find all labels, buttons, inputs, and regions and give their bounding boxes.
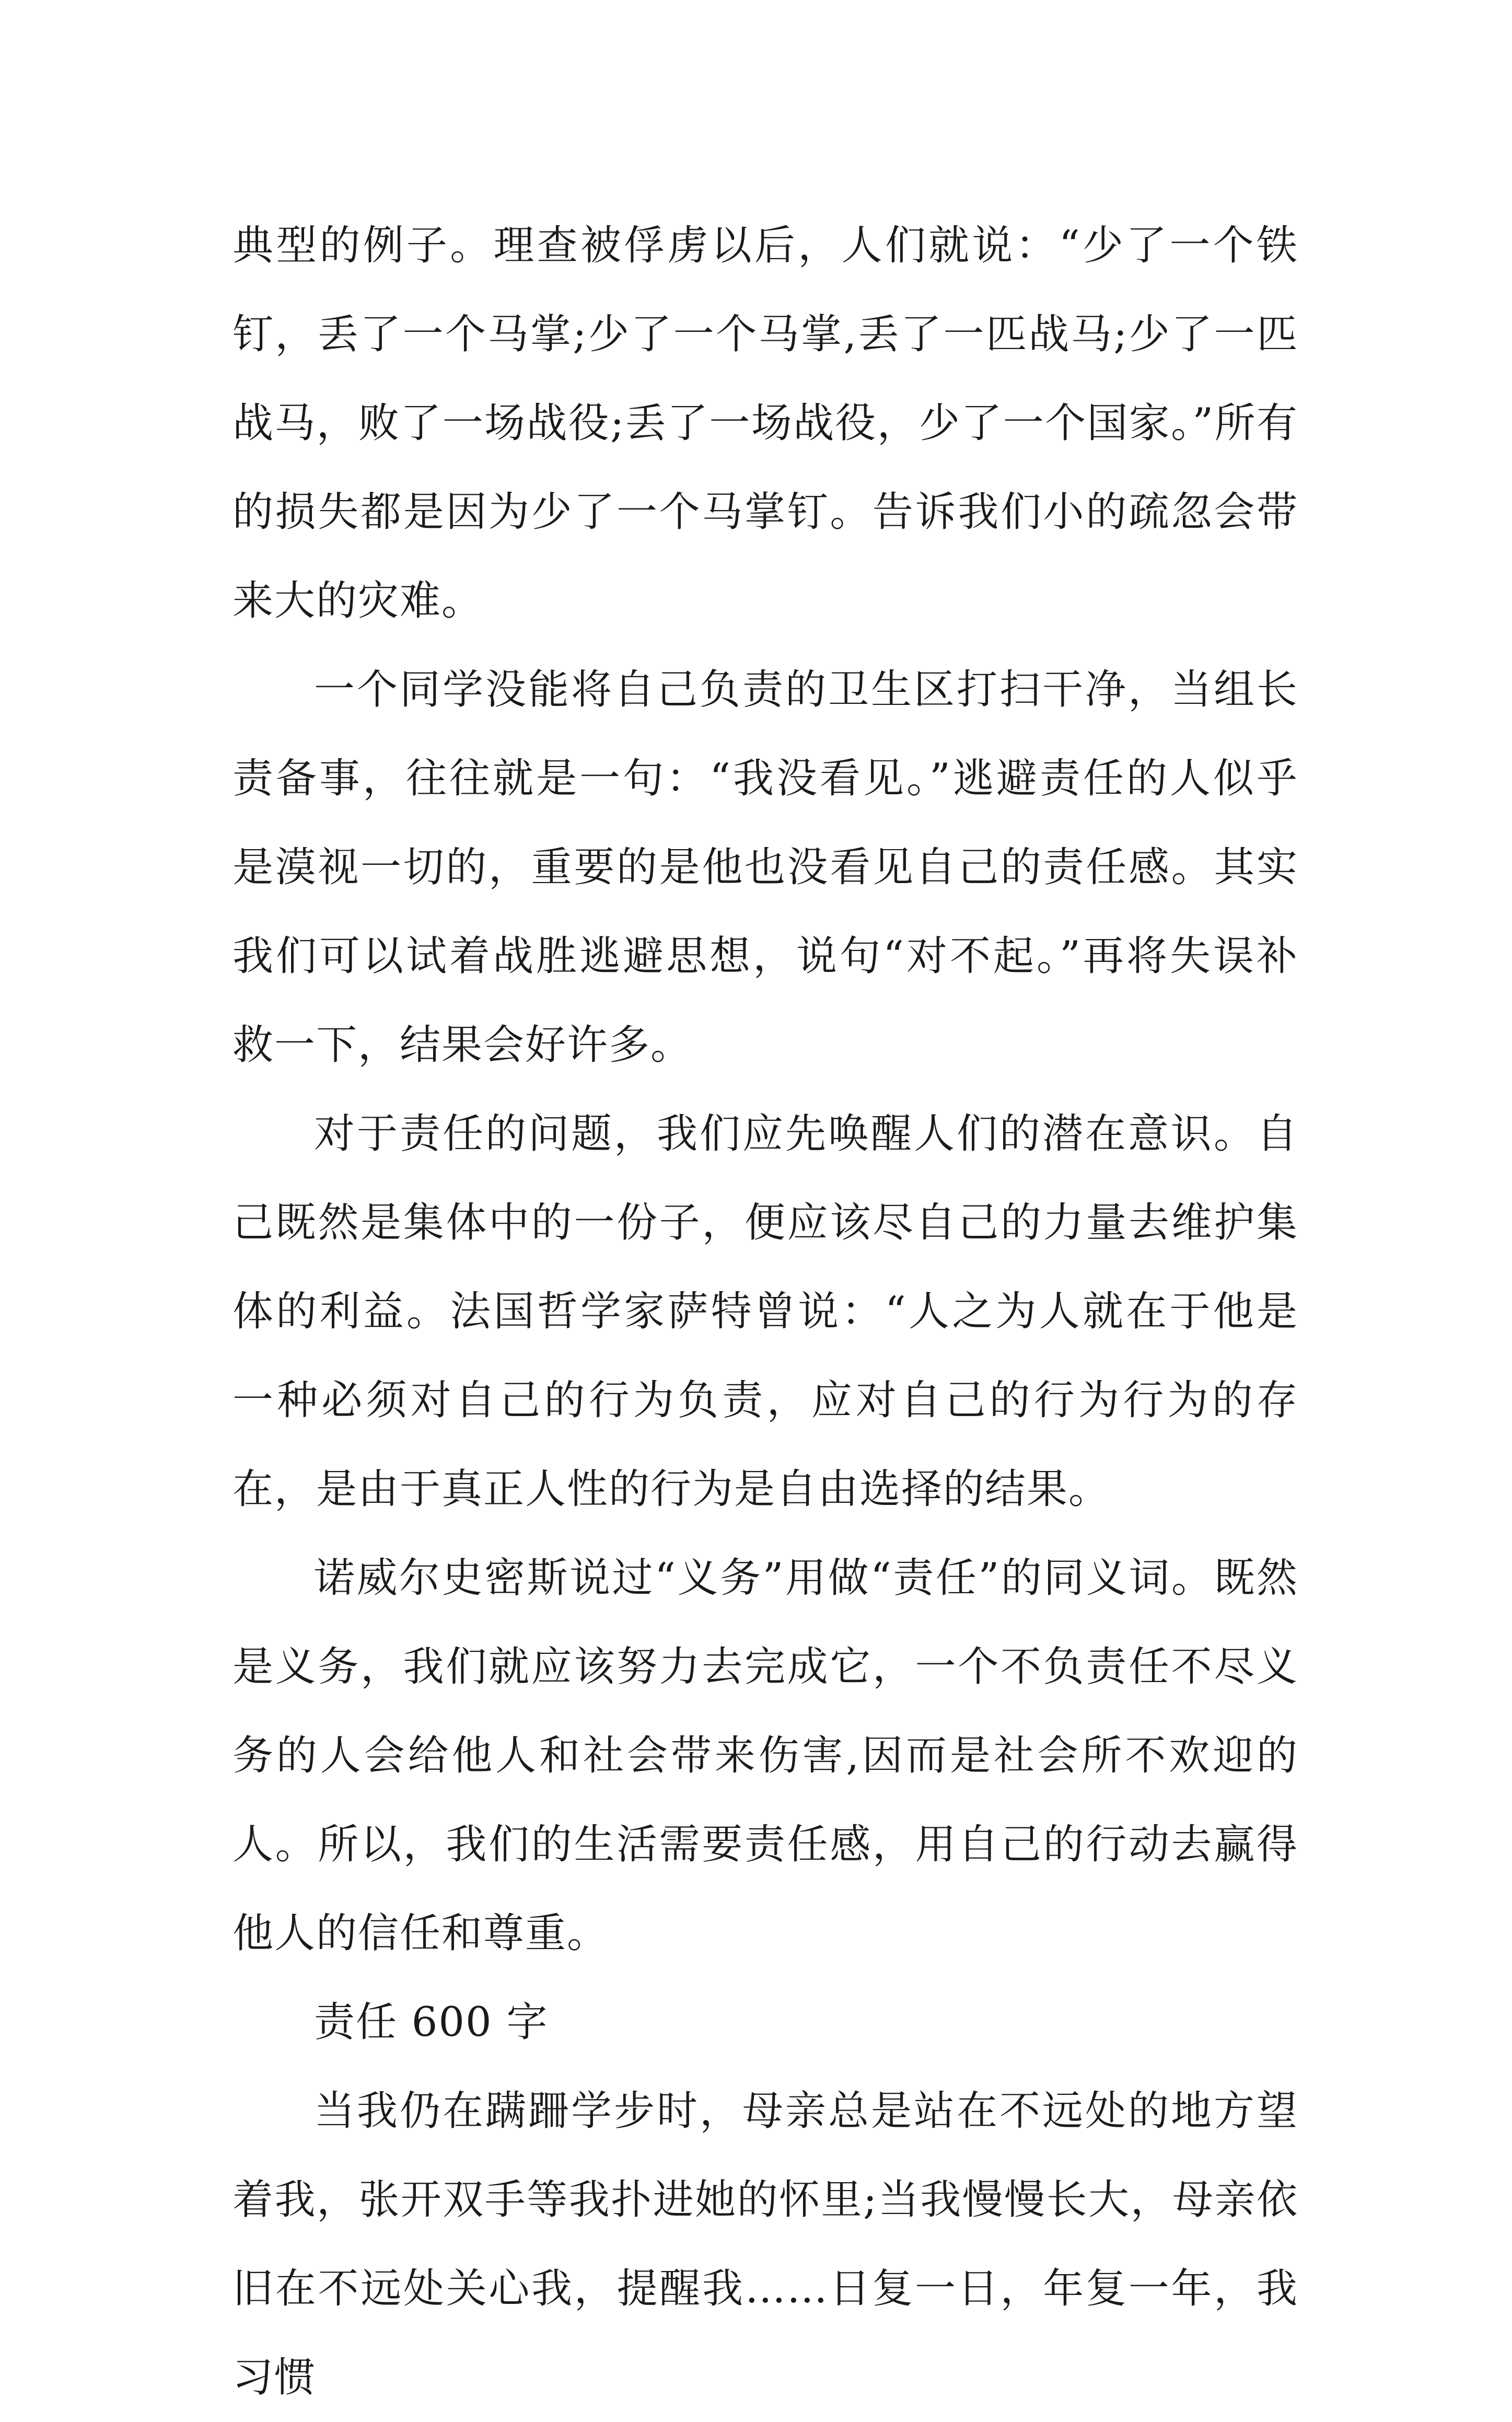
paragraph: 当我仍在蹒跚学步时，母亲总是站在不远处的地方望着我，张开双手等我扑进她的怀里;当我慢慢长大，母亲依旧在不远处关心我，提醒我……日复一日，年复一年，我习惯 [232,2088,1298,2401]
paragraph-continuation: 典型的例子。理查被俘虏以后，人们就说：“少了一个铁钉，丢了一个马掌;少了一个马掌,丢了一匹战马;少了一匹战马，败了一场战役;丢了一场战役，少了一个国家。”所有的损失都是因为少了一个马掌钉。告诉我们小的疏忽会带来大的灾难。 [232,222,1298,624]
paragraph: 诺威尔史密斯说过“义务”用做“责任”的同义词。既然是义务，我们就应该努力去完成它，一个不负责任不尽义务的人会给他人和社会带来伤害,因而是社会所不欢迎的人。所以，我们的生活需要责任感，用自己的行动去赢得他人的信任和尊重。 [232,1555,1298,1957]
section-title: 责任 600 字 [314,1999,549,2046]
paragraph: 对于责任的问题，我们应先唤醒人们的潜在意识。自己既然是集体中的一份子，便应该尽自己的力量去维护集体的利益。法国哲学家萨特曾说：“人之为人就在于他是一种必须对自己的行为负责，应对自己的行为行为的存在，是由于真正人性的行为是自由选择的结果。 [232,1110,1298,1513]
paragraph: 一个同学没能将自己负责的卫生区打扫干净，当组长责备事，往往就是一句：“我没看见。”逃避责任的人似乎是漠视一切的，重要的是他也没看见自己的责任感。其实我们可以试着战胜逃避思想，说句“对不起。”再将失误补救一下，结果会好许多。 [232,666,1298,1069]
document-body [232,201,1298,2422]
